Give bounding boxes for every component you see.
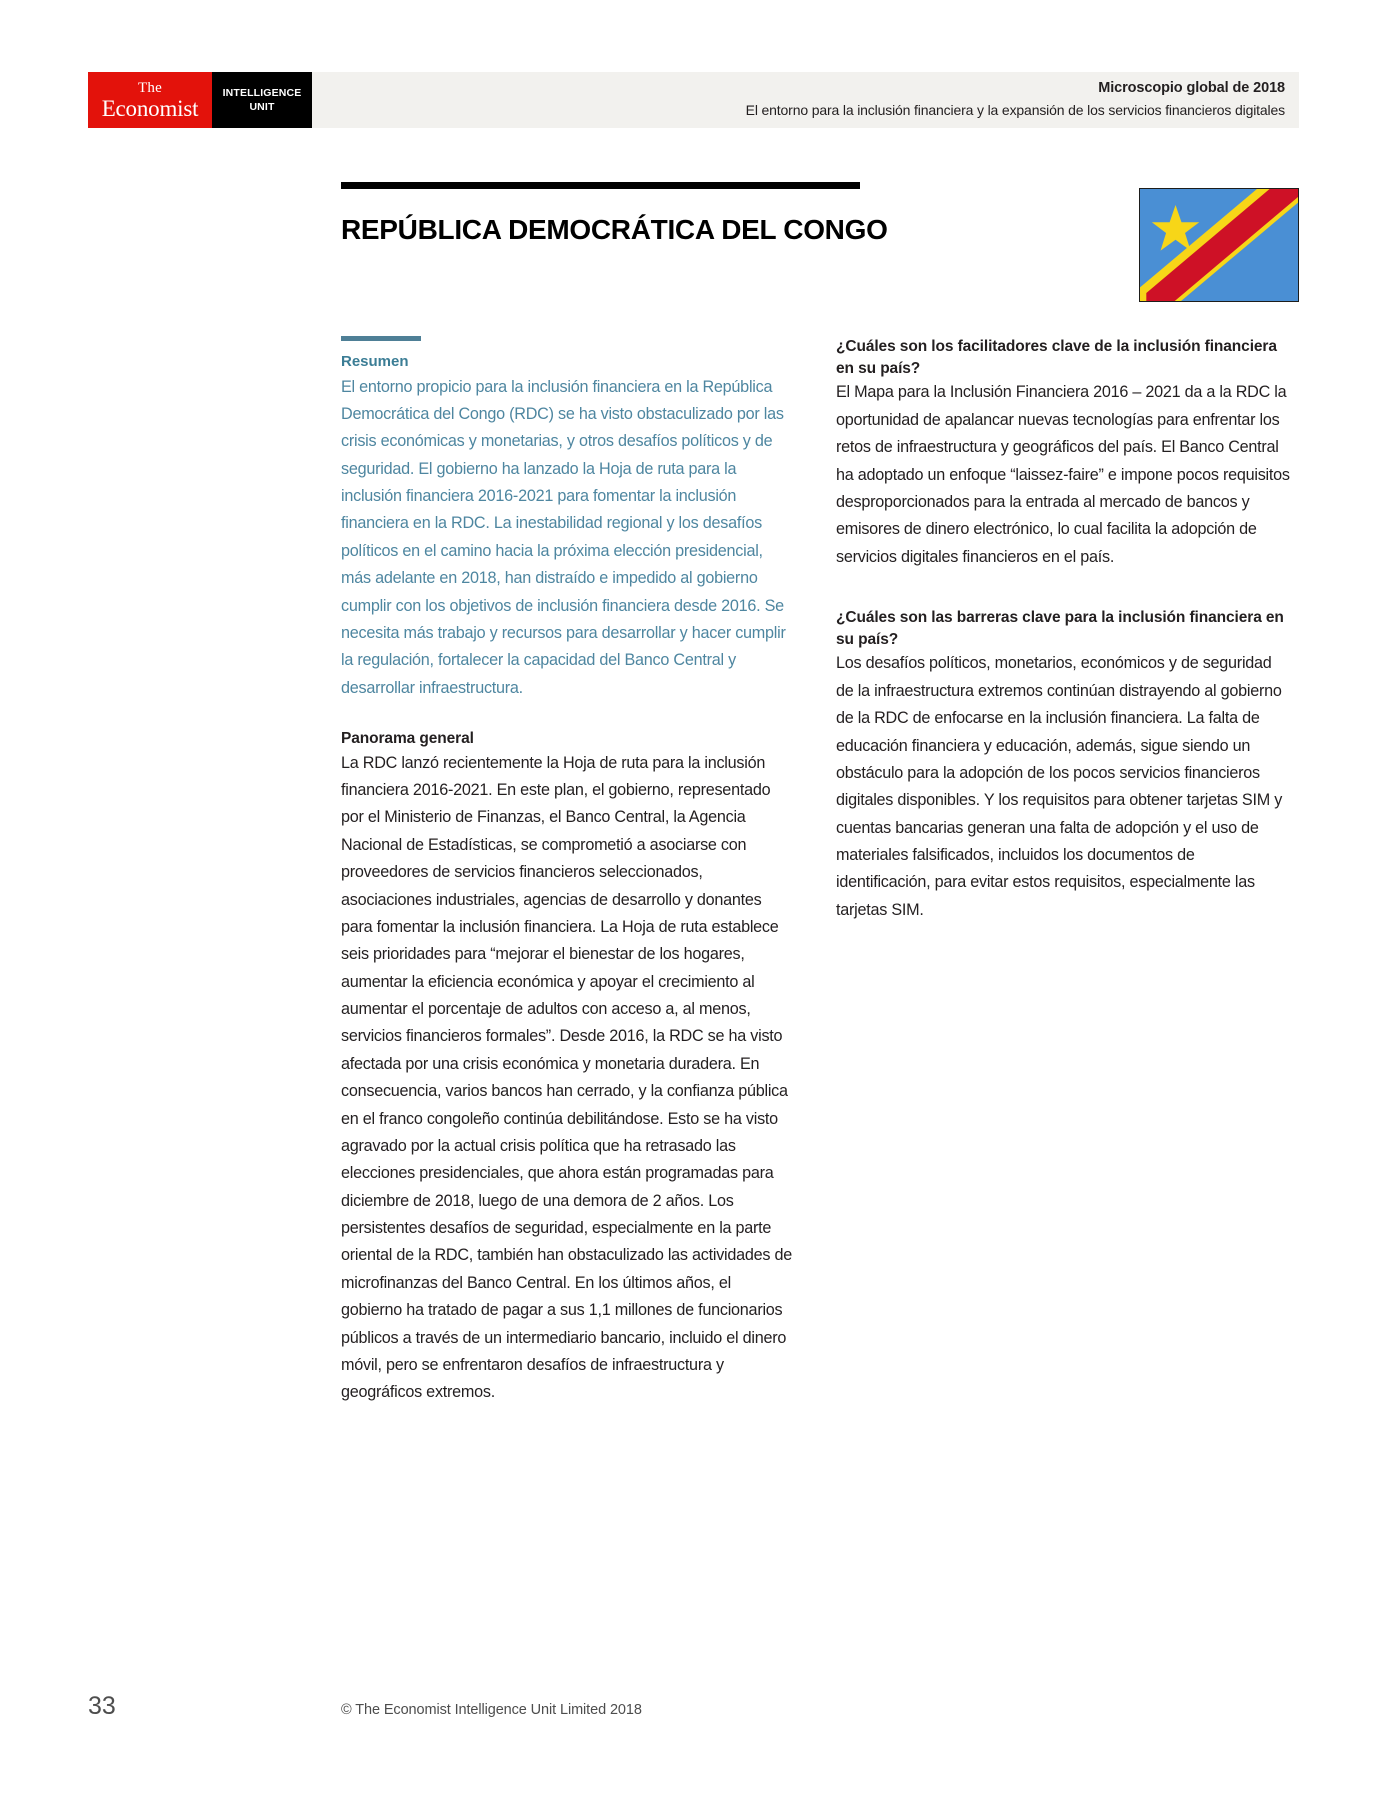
header-text-block: [312, 72, 1299, 128]
page-number: 33: [88, 1692, 116, 1720]
barriers-answer-paragraph: Los desafíos políticos, monetarios, económicos y de seguridad de la infraestructura extremos continúan distrayendo al gobierno de la RDC de enfocarse en la inclusión financiera. La falta de educación financiera y educación, además, sigue siendo un obstáculo para la adopción de los pocos servicios financieros digitales disponibles. Y los requisitos para obtener tarjetas SIM y cuentas bancarias generan una falta de adopción y el uso de materiales falsificados, incluidos los documentos de identificación, para evitar estos requisitos, especialmente las tarjetas SIM.: [836, 654, 1283, 919]
flag-svg: [1140, 189, 1298, 301]
intelligence-unit-line1: INTELLIGENCE: [222, 86, 302, 99]
page-header: [88, 72, 1299, 128]
resumen-paragraph: El entorno propicio para la inclusión financiera en la República Democrática del Congo (RDC) se ha visto obstaculizado por las crisis económicas y monetarias, y otros desafíos políticos y de seguridad. El gobierno ha lanzado la Hoja de ruta para la inclusión financiera 2016-2021 para fomentar la inclusión financiera en la RDC. La inestabilidad regional y los desafíos políticos en el camino hacia la próxima elección presidencial, más adelante en 2018, han distraído e impedido al gobierno cumplir con los objetivos de inclusión financiera desde 2016. Se necesita más trabajo y recursos para desarrollar y hacer cumplir la regulación, fortalecer la capacidad del Banco Central y desarrollar infraestructura.: [341, 377, 786, 697]
panorama-general-heading: Panorama general: [341, 730, 474, 747]
democratic-republic-of-congo-flag-icon: [1139, 188, 1299, 302]
economist-logo: [88, 72, 312, 128]
economist-wordmark-economist: Economist: [101, 95, 199, 121]
enablers-answer-paragraph: El Mapa para la Inclusión Financiera 2016 – 2021 da a la RDC la oportunidad de apalancar nuevas tecnologías para enfrentar los retos de infraestructura y geográficos del país. El Banco Central ha adoptado un enfoque “laissez-faire” e impone pocos requisitos desproporcionados para la entrada al mercado de bancos y emisores de dinero electrónico, lo cual facilita la adopción de servicios digitales financieros en el país.: [836, 383, 1290, 566]
resumen-heading: Resumen: [341, 353, 409, 370]
right-column: [836, 336, 1291, 924]
intelligence-unit-line2: UNIT: [249, 101, 275, 113]
page-title: REPÚBLICA DEMOCRÁTICA DEL CONGO: [341, 213, 888, 245]
panorama-general-paragraph: La RDC lanzó recientemente la Hoja de ruta para la inclusión financiera 2016-2021. En este plan, el gobierno, representado por el Ministerio de Finanzas, el Banco Central, la Agencia Nacional de Estadísticas, se comprometió a asociarse con proveedores de servicios financieros seleccionados, asociaciones industriales, agencias de desarrollo y donantes para fomentar la inclusión financiera. La Hoja de ruta establece seis prioridades para “mejorar el bienestar de los hogares, aumentar la eficiencia económica y apoyar el crecimiento al aumentar el porcentaje de adultos con acceso a, al menos, servicios financieros formales”. Desde 2016, la RDC se ha visto afectada por una crisis económica y monetaria duradera. En consecuencia, varios bancos han cerrado, y la confianza pública en el franco congoleño continúa debilitándose. Esto se ha visto agravado por la actual crisis política que ha retrasado las elecciones presidenciales, que ahora están programadas para diciembre de 2018, luego de una demora de 2 años. Los persistentes desafíos de seguridad, especialmente en la parte oriental de la RDC, también han obstaculizado las actividades de microfinanzas del Banco Central. En los últimos años, el gobierno ha tratado de pagar a sus 1,1 millones de funcionarios públicos a través de un intermediario bancario, incluido el dinero móvil, pero se enfrentaron desafíos de infraestructura y geográficos extremos.: [341, 753, 793, 1402]
economist-wordmark: [88, 72, 212, 128]
economist-wordmark-the: The: [138, 79, 162, 96]
barriers-question-heading: ¿Cuáles son las barreras clave para la inclusión financiera en su país?: [836, 609, 1284, 648]
report-title: Microscopio global de 2018: [1098, 80, 1285, 97]
intelligence-unit-mark: [212, 72, 312, 128]
left-column: [341, 336, 796, 1407]
report-subtitle: El entorno para la inclusión financiera y la expansión de los servicios financieros digitales: [745, 101, 1285, 118]
resumen-accent-rule: [341, 336, 421, 341]
enablers-question-heading: ¿Cuáles son los facilitadores clave de la inclusión financiera en su país?: [836, 338, 1277, 377]
title-divider-rule: [341, 182, 860, 189]
copyright-notice: © The Economist Intelligence Unit Limited 2018: [341, 1702, 642, 1718]
